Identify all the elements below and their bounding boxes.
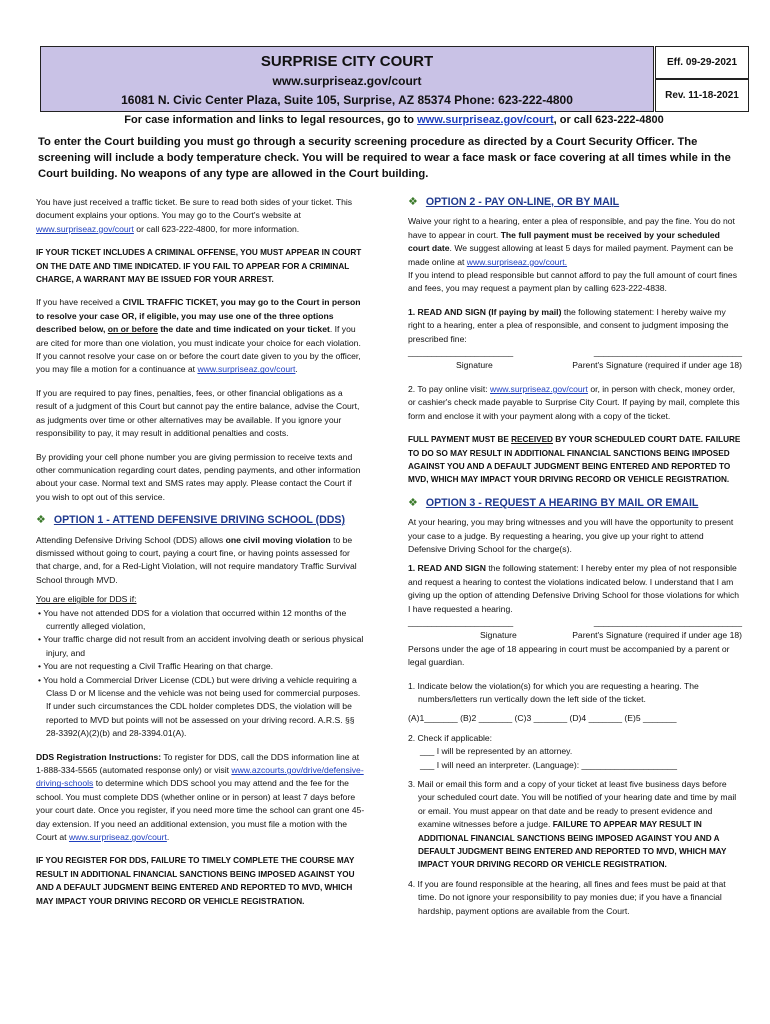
dds-instructions: DDS Registration Instructions: To register for DDS, call the DDS information line at 1-888-334-5565 (automated response only) or visit www.azcourts.gov/drive/defensive-driving-schools to determine which DDS school you may attend and the fee for the school. You must complete DDS (whether online or in person) at least 7 days before your court date. Once you register, if you need more time the school can grant one 45-day extension. If you need an additional extension, you must file a motion with the Court at www.surpriseaz.gov/court. xyxy=(36,751,365,843)
court-name: SURPRISE CITY COURT xyxy=(260,53,434,70)
minor-notice: Persons under the age of 18 appearing in court must be accompanied by a parent or legal guardian. xyxy=(408,643,730,668)
option2-statement: 1. READ AND SIGN (If paying by mail) the following statement: I hereby waive my right to a hearing, enter a plea of responsible, and consent to judgment imposing the prescribed fine: xyxy=(408,306,729,344)
option2-warning: FULL PAYMENT MUST BE RECEIVED BY YOUR SCHEDULED COURT DATE. FAILURE TO DO SO MAY RESULT IN ADDITIONAL FINANCIAL SANCTIONS BEING IMPOSED AGAINST YOU AND A DEFAULT JUDGMENT BEING ENTERED AND REPORTED TO MVD, WHICH MAY IMPACT YOUR DRIVING RECORD OR VEHICLE REGISTRATION. xyxy=(408,435,741,485)
security-notice: To enter the Court building you must go through a security screening procedure as directed by a Court Security Officer. The screening will include a body temperature check. You will be required to wear a face mask or face covering at all times while in the Court building. No weapons of any type are allowed in the Court building. xyxy=(38,136,731,180)
option2-signature-labels: Signature Parent's Signature (required if under age 18) xyxy=(456,360,742,371)
eligibility-heading: You are eligible for DDS if: xyxy=(36,594,137,605)
option3-heading: ❖ OPTION 3 - REQUEST A HEARING BY MAIL OR EMAIL xyxy=(408,496,699,509)
option3-statement: 1. READ AND SIGN the following statement: I hereby enter my plea of not responsible and request a hearing to contest the violations indicated below. I understand that I am giving up the option of attending Defensive Driving School for those violations for which I have requested a hearing. xyxy=(408,563,740,614)
option3-item-4: 4. If you are found responsible at the hearing, all fines and fees must be paid at that time. Do not ignore your responsibility to pay monies due; if you have a financial hardship, payment options are available from the Court. xyxy=(408,878,726,916)
option3-signature-lines xyxy=(408,616,742,629)
online-payment-link[interactable]: www.surpriseaz.gov/court. xyxy=(466,256,568,267)
option3-signature-labels: Signature Parent's Signature (required if under age 18) xyxy=(480,630,742,641)
sms-paragraph: By providing your cell phone number you are giving permission to receive texts and other communication regarding court dates, pending payments, and other information about your case. Normal text and SMS rates may apply. Please contact the Court if you wish to opt out of this service. xyxy=(36,451,361,502)
civil-ticket-paragraph: If you have received a CIVIL TRAFFIC TICKET, you may go to the Court in person to resolve your case OR, if eligible, you may use one of the three options described below, on or before the date and time indicated on your ticket. If you are cited for more than one violation, you must indicate your choice for each violation. If you cannot resolve your case on or before the court date given to you by the officer, you may file a motion for a continuance at www.surpriseaz.gov/court. xyxy=(36,297,361,375)
dds-warning: IF YOU REGISTER FOR DDS, FAILURE TO TIMELY COMPLETE THE COURSE MAY RESULT IN ADDITIONAL FINANCIAL SANCTIONS BEING IMPOSED AGAINST YOU AND A DEFAULT JUDGMENT BEING ENTERED AND REPORTED TO MVD, WHICH MAY IMPACT YOUR DRIVING RECORD OR VEHICLE REGISTRATION. xyxy=(36,856,355,906)
signature-line[interactable]: ______________________ xyxy=(408,616,514,627)
violation-blanks[interactable]: (A)1_______ (B)2 _______ (C)3 _______ (D)4 _______ (E)5 _______ xyxy=(408,713,677,724)
option3-description: At your hearing, you may bring witnesses and you will have the opportunity to present your case to a judge. By requesting a hearing, you give up your right to attend Defensive Driving School for the charge(s). xyxy=(408,517,734,554)
payment-plan-paragraph: If you intend to plead responsible but cannot afford to pay the full amount of court fines and fees, you may request a payment plan by calling 623-222-4838. xyxy=(408,270,738,294)
right-column xyxy=(408,196,742,918)
option3-item-2: 2. Check if applicable: xyxy=(408,732,493,743)
dds-motion-link[interactable]: www.surpriseaz.gov/court xyxy=(68,832,167,843)
left-column xyxy=(36,196,366,908)
pay-online-link[interactable]: www.surpriseaz.gov/court xyxy=(490,383,588,394)
diamond-bullet-icon: ❖ xyxy=(408,496,418,509)
option2-heading: ❖ OPTION 2 - PAY ON-LINE, OR BY MAIL xyxy=(408,196,620,208)
eligibility-item: • Your traffic charge did not result from an accident involving death or serious physical injury, and xyxy=(38,634,364,658)
eligibility-item: • You have not attended DDS for a violation that occurred within 12 months of the currently alleged violation, xyxy=(38,607,347,631)
case-info-link[interactable]: www.surpriseaz.gov/court xyxy=(417,114,554,126)
diamond-bullet-icon: ❖ xyxy=(408,196,418,208)
option3-item-1: 1. Indicate below the violation(s) for which you are requesting a hearing. The numbers/letters run vertically down the left side of the ticket. xyxy=(408,680,699,704)
option2-pay-instructions: 2. To pay online visit: www.surpriseaz.gov/court or, in person with check, money order, or cashier's check made payable to Surprise City Court. If paying by mail, complete this form and enclose it with your payment along with a copy of the ticket. xyxy=(408,383,740,421)
court-header xyxy=(40,46,748,112)
option2-description: Waive your right to a hearing, enter a plea of responsible, and pay the fine. You do not have to appear in court. The full payment must be received by your scheduled court date. We suggest allowing at least 5 days for mailed payment. Payment can be made online at www.surpriseaz.gov/court. xyxy=(408,216,735,267)
option2-signature-lines xyxy=(408,346,742,359)
court-website-link[interactable]: www.surpriseaz.gov/court xyxy=(36,223,134,234)
revision-date: Rev. 11-18-2021 xyxy=(655,79,749,112)
option1-heading: ❖ OPTION 1 - ATTEND DEFENSIVE DRIVING SCHOOL (DDS) xyxy=(36,514,346,527)
eligibility-item: • You hold a Commercial Driver License (CDL) but were driving a vehicle requiring a Class D or M license and the vehicle was not being used for commercial purposes. If under such circumstances the CDL holder completes DDS, the violation will be reported to MVD but points will not be assessed on your driving record. A.R.S. §§ 28-3392(A)(2)(b) and 28-3394.01(A). xyxy=(38,674,361,739)
signature-line[interactable]: ______________________ xyxy=(408,347,514,358)
criminal-warning: IF YOUR TICKET INCLUDES A CRIMINAL OFFENSE, YOU MUST APPEAR IN COURT ON THE DATE AND TIME INDICATED. IF YOU FAIL TO APPEAR FOR A CRIMINAL CHARGE, A WARRANT MAY BE ISSUED FOR YOUR ARREST. xyxy=(36,248,362,285)
case-info-line: For case information and links to legal resources, go to www.surpriseaz.gov/court, or call 623-222-4800 xyxy=(124,114,664,126)
diamond-bullet-icon: ❖ xyxy=(36,514,46,527)
parent-signature-line[interactable]: _______________________________ xyxy=(593,616,742,627)
court-address: 16081 N. Civic Center Plaza, Suite 105, Surprise, AZ 85374 Phone: 623-222-4800 xyxy=(121,93,573,107)
dds-schools-link[interactable]: www.azcourts.gov/drive/defensive-driving-schools xyxy=(36,765,364,789)
attorney-checkbox-line[interactable]: ___ I will be represented by an attorney. xyxy=(420,746,573,757)
option1-description: Attending Defensive Driving School (DDS) allows one civil moving violation to be dismissed without going to court, paying a court fine, or having points assessed for that charge, and, for a Red-Light Violation, will not require mandatory Traffic Survival School through MVD. xyxy=(36,534,357,585)
parent-signature-line[interactable]: _______________________________ xyxy=(593,347,742,358)
intro-paragraph: You have just received a traffic ticket. Be sure to read both sides of your ticket. This document explains your options. You may go to the Court's website at www.surpriseaz.gov/court or call 623-222-4800, for more information. xyxy=(36,197,353,234)
continuance-link[interactable]: www.surpriseaz.gov/court xyxy=(197,364,296,375)
court-title-box xyxy=(40,46,654,112)
effective-date: Eff. 09-29-2021 xyxy=(655,46,749,79)
court-website: www.surpriseaz.gov/court xyxy=(272,74,422,88)
payment-paragraph: If you are required to pay fines, penalties, fees, or other financial obligations as a result of a judgment of this Court but cannot pay the entire balance, advise the Court, as judgments over time or other alternatives may be available. If you ignore your responsibility to pay, it may result in additional penalties and costs. xyxy=(36,387,360,439)
eligibility-item: • You are not requesting a Civil Traffic Hearing on that charge. xyxy=(38,661,274,672)
option3-item-3: 3. Mail or email this form and a copy of your ticket at least five business days before your scheduled court date. You will be notified of your hearing date and time by mail or email. You must appear on that date and be ready to present evidence and examine witnesses before a judge. FAILURE TO APPEAR MAY RESULT IN ADDITIONAL FINANCIAL SANCTIONS BEING IMPOSED AGAINST YOU AND A DEFAULT JUDGMENT BEING ENTERED AND REPORTED TO MVD, WHICH MAY IMPACT YOUR DRIVING RECORD OR VEHICLE REGISTRATION. xyxy=(408,779,737,870)
interpreter-checkbox-line[interactable]: ___ I will need an interpreter. (Language): ____________________ xyxy=(420,759,678,770)
